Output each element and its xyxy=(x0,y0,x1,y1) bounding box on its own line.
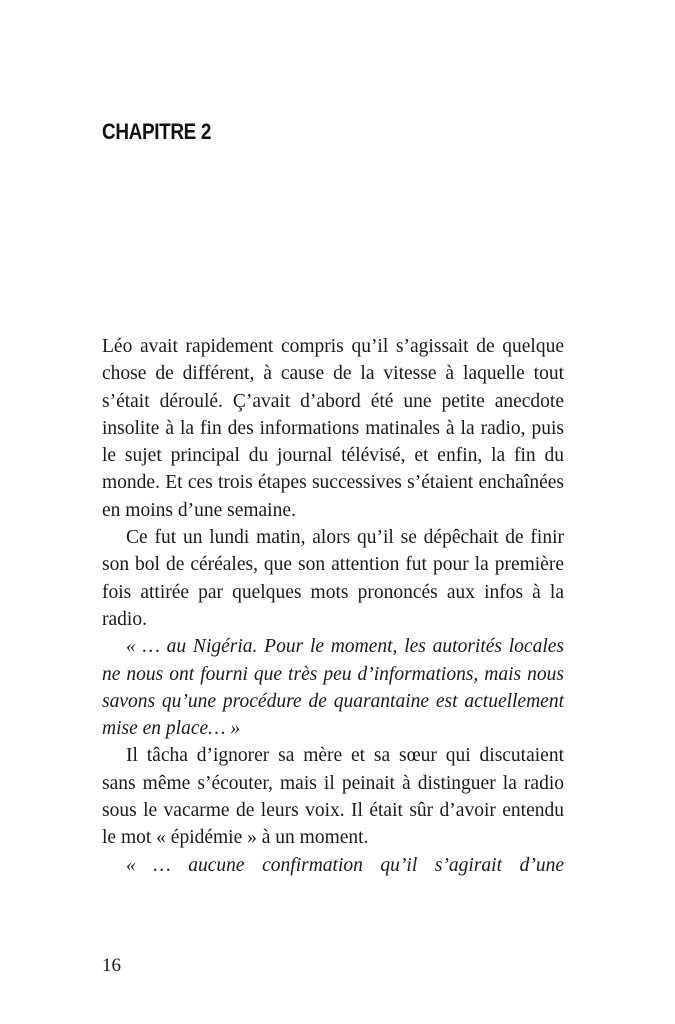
radio-quote-continued: « … aucune confirmation qu’il s’agirait d’une xyxy=(126,854,564,876)
radio-quote-nigeria: « … au Nigéria. Pour le moment, les autorités locales ne nous ont fourni que très peu d’informations, mais nous savons qu’une procédure de quarantaine est actuellement mise en place… » xyxy=(102,636,564,740)
chapter-title: CHAPITRE 2 xyxy=(102,119,212,144)
paragraph-monday-morning: Ce fut un lundi matin, alors qu’il se dépêchait de finir son bol de céréales, que son attention fut pour la première fois attirée par quelques mots prononcés aux infos à la radio. xyxy=(102,527,564,630)
paragraph-opening: Léo avait rapidement compris qu’il s’agissait de quelque chose de différent, à cause de la vitesse à laquelle tout s’était déroulé. Ç’avait d’abord été une petite anecdote insolite à la fin des informations matinales à la radio, puis le sujet principal du journal télévisé, et enfin, la fin du monde. Et ces trois étapes successives s’étaient enchaînées en moins d’une semaine. xyxy=(102,336,564,521)
page-number: 16 xyxy=(102,955,121,976)
paragraph-mother-sister: Il tâcha d’ignorer sa mère et sa sœur qui discutaient sans même s’écouter, mais il peinait à distinguer la radio sous le vacarme de leurs voix. Il était sûr d’avoir entendu le mot « épidémie » à un moment. xyxy=(102,745,564,849)
chapter-text xyxy=(102,333,564,879)
